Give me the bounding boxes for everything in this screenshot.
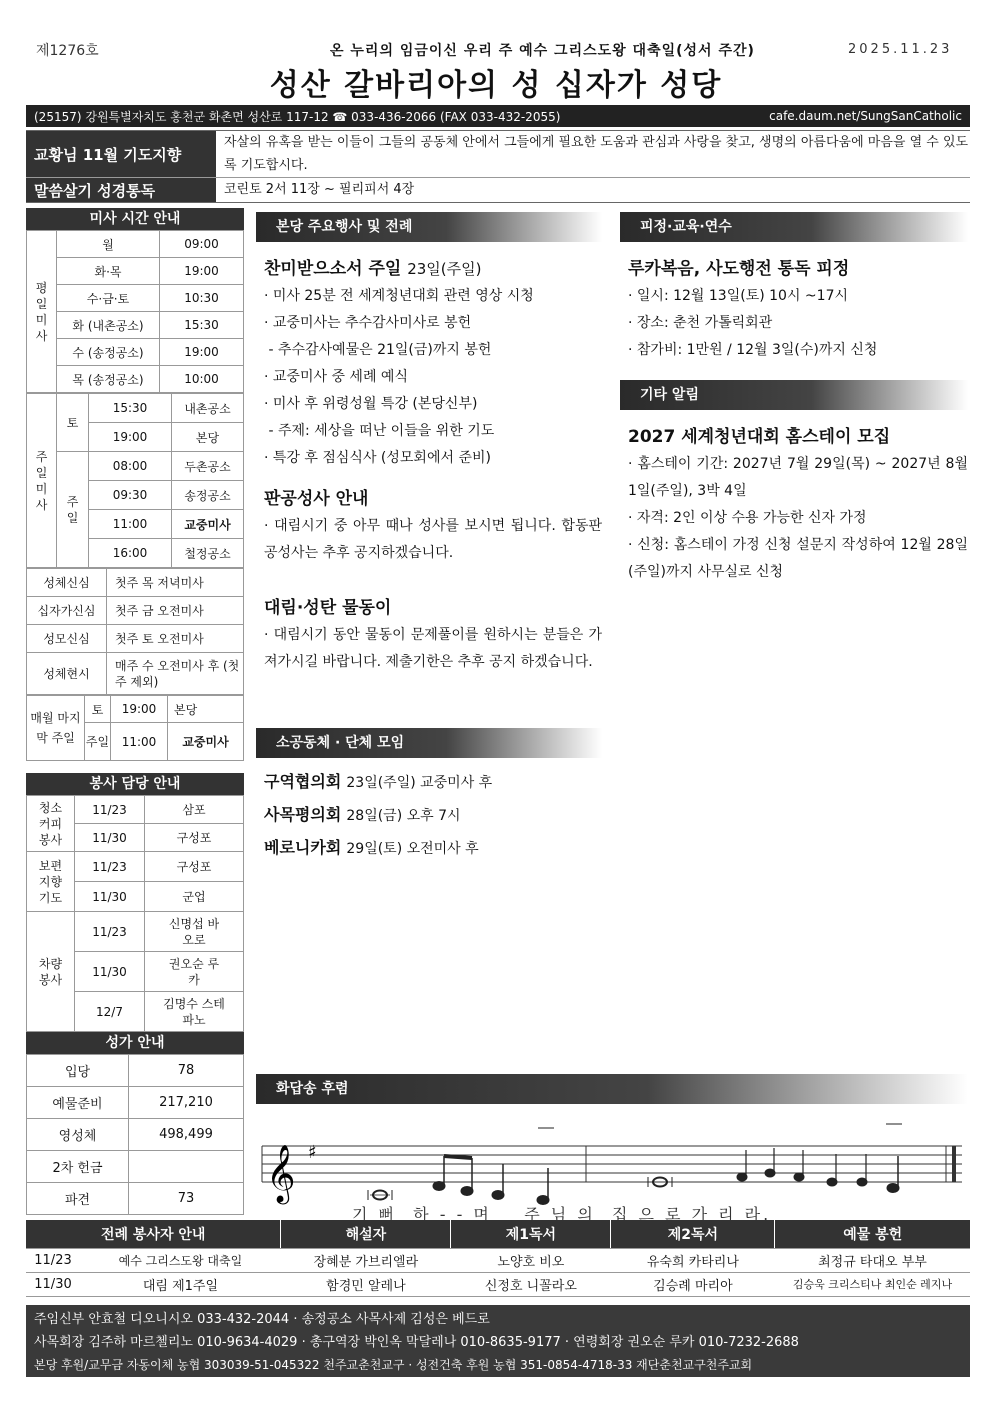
weekday-time: 19:00 [160,339,244,366]
service-who: 신명섭 바오로 [145,912,244,952]
group-name: 베로니카회 [264,838,342,857]
liturgy-header: 제2독서 [611,1220,775,1248]
sunday-place: 철정공소 [172,539,244,568]
event-line: · 미사 후 위령성월 특강 (본당신부) [264,396,478,412]
event-heading: 찬미받으소서 주일 [264,259,402,279]
weekday-day: 월 [57,231,160,258]
weekday-day: 화·목 [57,258,160,285]
weekday-day: 화 (내촌공소) [57,312,160,339]
saturday-place: 본당 [172,423,244,452]
hymn-guide [26,1032,244,1215]
liturgy-commentator: 장혜분 가브리엘라 [281,1248,451,1272]
issue-number: 제1276호 [36,43,99,59]
other-section [620,380,968,586]
devotion-name: 성모신심 [27,625,107,653]
hymn-value: 217,210 [129,1087,244,1119]
group-when: 29일(토) 오전미사 후 [346,841,479,857]
event-line: · 교중미사 중 세례 예식 [264,369,408,385]
group-when: 23일(주일) 교중미사 후 [346,775,493,791]
other-line: · 자격: 2인 이상 수용 가능한 신자 가정 [628,510,867,526]
staff-lines [262,1146,962,1182]
hymn-label: 예물준비 [27,1087,129,1119]
other-heading: 2027 세계청년대회 홈스테이 모집 [628,427,891,447]
weekday-day: 수 (송정공소) [57,339,160,366]
events-title: 본당 주요행사 및 전례 [256,212,602,242]
sunday-place: 두촌공소 [172,452,244,481]
music-staff [256,1108,968,1208]
liturgy-date: 11/30 [26,1272,80,1296]
liturgy-reading2: 김승례 마리아 [611,1272,775,1296]
other-title: 기타 알림 [620,380,968,410]
group-name: 사목평의회 [264,805,342,824]
address-bar [26,105,970,127]
liturgy-offering: 최정규 타대오 부부 [775,1248,970,1272]
bible-label: 말씀살기 성경통독 [26,178,216,202]
hymn-title: 성가 안내 [26,1032,244,1054]
saturday-time: 19:00 [89,423,172,452]
devotion-name: 성체현시 [27,653,107,695]
website-link[interactable]: cafe.daum.net/SungSanCatholic [769,109,962,123]
mass-times [26,208,244,761]
hymn-label: 영성체 [27,1119,129,1151]
hymn-value: 73 [129,1183,244,1215]
confession-text: · 대림시기 중 아무 때나 성사를 보시면 됩니다. 합동판공성사는 추후 공지하겠습니다. [264,518,602,561]
hymn-label: 파견 [27,1183,129,1215]
service-date: 11/23 [75,796,145,824]
service-group-label: 보편 지향 기도 [27,852,75,912]
last-week-time: 11:00 [111,723,168,761]
sunday-time: 11:00 [89,510,172,539]
sunday-place: 송정공소 [172,481,244,510]
liturgy-day: 예수 그리스도왕 대축일 [80,1248,281,1272]
weekday-time: 10:30 [160,285,244,312]
saturday-label: 토 [57,394,89,452]
group-when: 28일(금) 오후 7시 [346,808,461,824]
hymn-value: 498,499 [129,1119,244,1151]
weekday-time: 10:00 [160,366,244,393]
church-title: 성산 갈바리아의 성 십자가 성당 [269,68,723,103]
other-line: · 신청: 홈스테이 가정 신청 설문지 작성하여 12월 28일(주일)까지 사무실로 신청 [628,537,968,580]
events-section [256,212,602,676]
sunday-place: 교중미사 [172,510,244,539]
prayer-text: 자살의 유혹을 받는 이들이 그들의 공동체 안에서 그들에게 필요한 도움과 관심과 사랑을 찾고, 생명의 아름다움에 마음을 열 수 있도록 기도합시다. [224,135,969,173]
sunday-mass-table [26,393,244,568]
sunday-label: 주일미사 [27,394,57,568]
devotion-desc: 첫주 토 오전미사 [107,625,244,653]
footer-line1: 주임신부 안효철 디오니시오 033-432-2044 · 송정공소 사목사제 김성은 베드로 [34,1312,490,1327]
sunday-time: 16:00 [89,539,172,568]
service-date: 12/7 [75,992,145,1032]
liturgy-servers [26,1220,970,1297]
retreat-line: · 장소: 춘천 가톨릭회관 [628,315,773,331]
footer-contacts [26,1305,970,1377]
psalm-title: 화답송 후렴 [256,1074,968,1104]
service-who: 구성포 [145,852,244,882]
event-line: - 추수감사예물은 21일(금)까지 봉헌 [264,342,492,358]
groups-title: 소공동체 · 단체 모임 [256,728,602,758]
psalm-section [256,1074,968,1225]
service-group-label: 청소 커피 봉사 [27,796,75,852]
service-date: 11/30 [75,882,145,912]
service-who: 김명수 스테파노 [145,992,244,1032]
service-date: 11/30 [75,824,145,852]
hymn-label: 2차 헌금 [27,1151,129,1183]
liturgy-day: 대림 제1주일 [80,1272,281,1296]
sunday-time: 09:30 [89,481,172,510]
bible-text: 코린토 2서 11장 ~ 필리피서 4장 [224,182,415,197]
footer-line3: 본당 후원/교무금 자동이체 농협 303039-51-045322 천주교춘천교구 · 성전건축 후원 농협 351-0854-4718-33 재단춘천교구천주교회 [34,1358,753,1372]
confession-heading: 판공성사 안내 [264,489,369,509]
sharp-icon: ♯ [308,1142,317,1163]
liturgy-offering: 김승욱 크리스티나 최인순 레지나 [775,1272,970,1296]
liturgy-reading1: 신정호 니꼴라오 [451,1272,611,1296]
service-who: 구성포 [145,824,244,852]
liturgy-header: 해설자 [281,1220,451,1248]
weekday-day: 수·금·토 [57,285,160,312]
service-table [26,795,244,1032]
last-week-place: 교중미사 [168,723,244,761]
feast-title: 온 누리의 임금이신 우리 주 예수 그리스도왕 대축일(성서 주간) [330,43,755,59]
service-who: 군업 [145,882,244,912]
group-name: 구역협의회 [264,772,342,791]
weekday-time: 09:00 [160,231,244,258]
advent-heading: 대림·성탄 물동이 [264,598,392,618]
mass-table [26,230,244,393]
weekday-day: 목 (송정공소) [57,366,160,393]
liturgy-reading1: 노양호 비오 [451,1248,611,1272]
service-who: 권오순 루카 [145,952,244,992]
liturgy-header: 제1독서 [451,1220,611,1248]
devotion-name: 성체신심 [27,569,107,597]
sunday-sub-label: 주일 [57,452,89,568]
bulletin-date: 2025.11.23 [848,42,953,57]
service-date: 11/23 [75,852,145,882]
address: (25157) 강원특별자치도 홍천군 화촌면 성산로 117-12 ☎ 033-436-2066 (FAX 033-432-2055) [34,109,561,124]
saturday-time: 15:30 [89,394,172,423]
prayer-label: 교황님 11월 기도지향 [26,131,216,177]
devotion-desc: 매주 수 오전미사 후 (첫 주 제외) [107,653,244,695]
service-title: 봉사 담당 안내 [26,773,244,795]
retreat-section [620,212,968,364]
event-line: · 미사 25분 전 세계청년대회 관련 영상 시청 [264,288,534,304]
liturgy-reading2: 유숙희 카타리나 [611,1248,775,1272]
mass-times-title: 미사 시간 안내 [26,208,244,230]
hymn-label: 입당 [27,1055,129,1087]
hymn-value: 78 [129,1055,244,1087]
advent-text: · 대림시기 동안 물동이 문제풀이를 원하시는 분들은 가져가시길 바랍니다. 제출기한은 추후 공지 하겠습니다. [264,627,602,670]
retreat-line: · 참가비: 1만원 / 12월 3일(수)까지 신청 [628,342,878,358]
treble-clef-icon: 𝄞 [266,1144,296,1202]
liturgy-commentator: 함경민 알레나 [281,1272,451,1296]
last-week-day: 토 [85,696,111,723]
retreat-heading: 루카복음, 사도행전 통독 피정 [628,259,850,279]
liturgy-date: 11/23 [26,1248,80,1272]
devotion-table [26,568,244,695]
devotion-desc: 첫주 금 오전미사 [107,597,244,625]
service-group-label: 차량 봉사 [27,912,75,1032]
sunday-time: 08:00 [89,452,172,481]
last-week-place: 본당 [168,696,244,723]
hymn-table [26,1054,244,1215]
weekday-label: 평일미사 [27,231,57,393]
service-date: 11/23 [75,912,145,952]
psalm-lyrics: 기 뻐 하 - - 며 주 님 의 집 으 로 가 리 라. [352,1205,772,1224]
retreat-line: · 일시: 12월 13일(토) 10시 ~17시 [628,288,848,304]
liturgy-header: 전례 봉사자 안내 [26,1220,281,1248]
groups-section [256,728,602,865]
footer-line2: 사목회장 김주하 마르첼리노 010-9634-4029 · 총구역장 박인옥 막달레나 010-8635-9177 · 연령회장 권오순 루카 010-7232-2688 [34,1335,799,1350]
prayer-intention [26,130,970,203]
last-sunday-table [26,695,244,761]
service-date: 11/30 [75,952,145,992]
event-line: · 특강 후 점심식사 (성모회에서 준비) [264,450,491,466]
last-week-label: 매월 마지막 주일 [27,696,85,761]
event-line: - 주제: 세상을 떠난 이들을 위한 기도 [264,423,495,439]
service-who: 삼포 [145,796,244,824]
event-line: · 교중미사는 추수감사미사로 봉헌 [264,315,472,331]
devotion-name: 십자가신심 [27,597,107,625]
liturgy-header: 예물 봉헌 [775,1220,970,1248]
hymn-value [129,1151,244,1183]
service-duty [26,773,244,1032]
event-date: 23일(주일) [407,260,482,278]
saturday-place: 내촌공소 [172,394,244,423]
other-line: · 홈스테이 기간: 2027년 7월 29일(목) ~ 2027년 8월 1일(주일), 3박 4일 [628,456,968,499]
weekday-time: 15:30 [160,312,244,339]
weekday-time: 19:00 [160,258,244,285]
devotion-desc: 첫주 목 저녁미사 [107,569,244,597]
last-week-day: 주일 [85,723,111,761]
retreat-title: 피정·교육·연수 [620,212,968,242]
last-week-time: 19:00 [111,696,168,723]
